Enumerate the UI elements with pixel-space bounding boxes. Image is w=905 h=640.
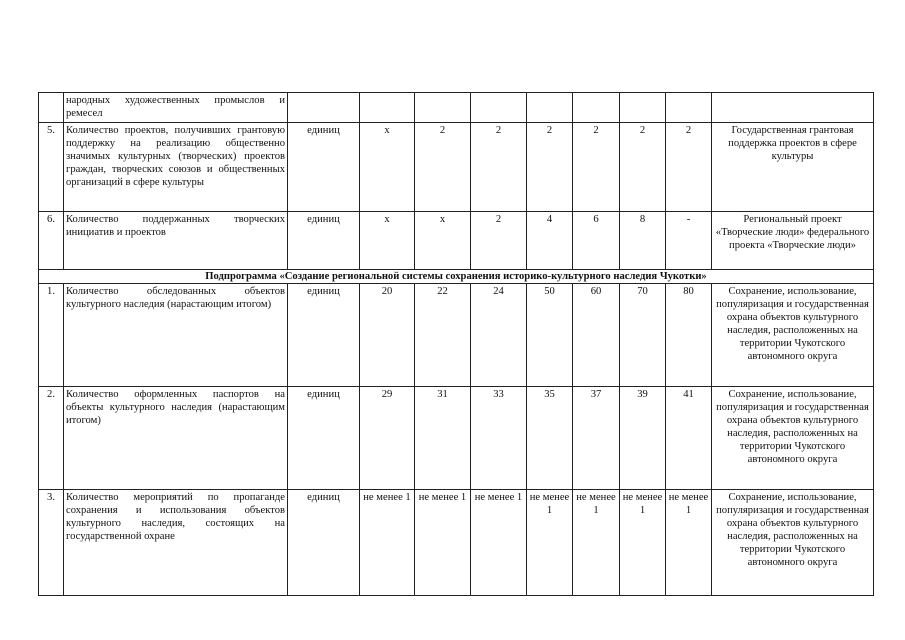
unit-cell: единиц — [288, 212, 360, 270]
subprogram-section — [39, 270, 874, 284]
unit-cell: единиц — [288, 284, 360, 387]
value-cell: х — [360, 123, 415, 212]
value-cell: 22 — [415, 284, 471, 387]
value-cell: 41 — [666, 387, 712, 490]
value-cell: 24 — [471, 284, 527, 387]
value-cell: 6 — [573, 212, 620, 270]
value-cell: не менее 1 — [415, 490, 471, 596]
value-cell: 37 — [573, 387, 620, 490]
value-cell: х — [360, 212, 415, 270]
unit-cell: единиц — [288, 387, 360, 490]
program-cell: Сохранение, использование, популяризация и государственная охрана объектов культурного наследия, расположенных на территории Чукотского автономного округа — [712, 387, 874, 490]
value-cell: 70 — [620, 284, 666, 387]
program-cell: Государственная грантовая поддержка проектов в сфере культуры — [712, 123, 874, 212]
value-cell: не менее 1 — [666, 490, 712, 596]
row-number: 6. — [39, 212, 64, 270]
subprogram-title: Подпрограмма «Создание региональной системы сохранения историко-культурного наследия Чукотки» — [39, 270, 874, 284]
value-cell: 2 — [471, 123, 527, 212]
value-cell: 35 — [527, 387, 573, 490]
value-cell: не менее 1 — [471, 490, 527, 596]
value-cell — [415, 93, 471, 123]
value-cell: 29 — [360, 387, 415, 490]
value-cell: не менее 1 — [360, 490, 415, 596]
row-number — [39, 93, 64, 123]
indicator-name: Количество поддержанных творческих инициатив и проектов — [64, 212, 288, 270]
value-cell: 60 — [573, 284, 620, 387]
program-cell: Сохранение, использование, популяризация и государственная охрана объектов культурного наследия, расположенных на территории Чукотского автономного округа — [712, 490, 874, 596]
value-cell — [360, 93, 415, 123]
value-cell: 33 — [471, 387, 527, 490]
indicator-name: Количество оформленных паспортов на объекты культурного наследия (нарастающим итогом) — [64, 387, 288, 490]
value-cell — [666, 93, 712, 123]
indicator-name: народных художественных промыслов и ремесел — [64, 93, 288, 123]
table-row — [39, 490, 874, 596]
subprogram-row — [39, 270, 874, 284]
indicator-name: Количество обследованных объектов культурного наследия (нарастающим итогом) — [64, 284, 288, 387]
value-cell: - — [666, 212, 712, 270]
program-cell: Сохранение, использование, популяризация и государственная охрана объектов культурного наследия, расположенных на территории Чукотского автономного округа — [712, 284, 874, 387]
value-cell: 2 — [666, 123, 712, 212]
table-row — [39, 123, 874, 212]
row-number: 5. — [39, 123, 64, 212]
value-cell: 39 — [620, 387, 666, 490]
value-cell: 2 — [573, 123, 620, 212]
value-cell: 31 — [415, 387, 471, 490]
value-cell: 80 — [666, 284, 712, 387]
unit-cell: единиц — [288, 123, 360, 212]
table-row — [39, 212, 874, 270]
value-cell: 20 — [360, 284, 415, 387]
value-cell — [471, 93, 527, 123]
table-body-bottom — [39, 284, 874, 596]
value-cell — [527, 93, 573, 123]
value-cell: не менее 1 — [527, 490, 573, 596]
value-cell: 2 — [415, 123, 471, 212]
value-cell: 8 — [620, 212, 666, 270]
unit-cell — [288, 93, 360, 123]
value-cell: 2 — [471, 212, 527, 270]
row-number: 1. — [39, 284, 64, 387]
row-number: 3. — [39, 490, 64, 596]
program-cell — [712, 93, 874, 123]
table-row — [39, 284, 874, 387]
indicators-table — [38, 92, 874, 596]
value-cell: не менее 1 — [573, 490, 620, 596]
table-row — [39, 93, 874, 123]
row-number: 2. — [39, 387, 64, 490]
value-cell: не менее 1 — [620, 490, 666, 596]
value-cell — [573, 93, 620, 123]
indicator-name: Количество мероприятий по пропаганде сохранения и использования объектов культурного наследия, состоящих на государственной охране — [64, 490, 288, 596]
program-cell: Региональный проект «Творческие люди» федерального проекта «Творческие люди» — [712, 212, 874, 270]
value-cell: 50 — [527, 284, 573, 387]
table-body-top — [39, 93, 874, 270]
unit-cell: единиц — [288, 490, 360, 596]
table-row — [39, 387, 874, 490]
indicator-name: Количество проектов, получивших грантовую поддержку на реализацию общественно значимых культурных (творческих) проектов граждан, творческих союзов и общественных организаций в сфере культуры — [64, 123, 288, 212]
value-cell: х — [415, 212, 471, 270]
value-cell — [620, 93, 666, 123]
value-cell: 2 — [620, 123, 666, 212]
value-cell: 2 — [527, 123, 573, 212]
value-cell: 4 — [527, 212, 573, 270]
